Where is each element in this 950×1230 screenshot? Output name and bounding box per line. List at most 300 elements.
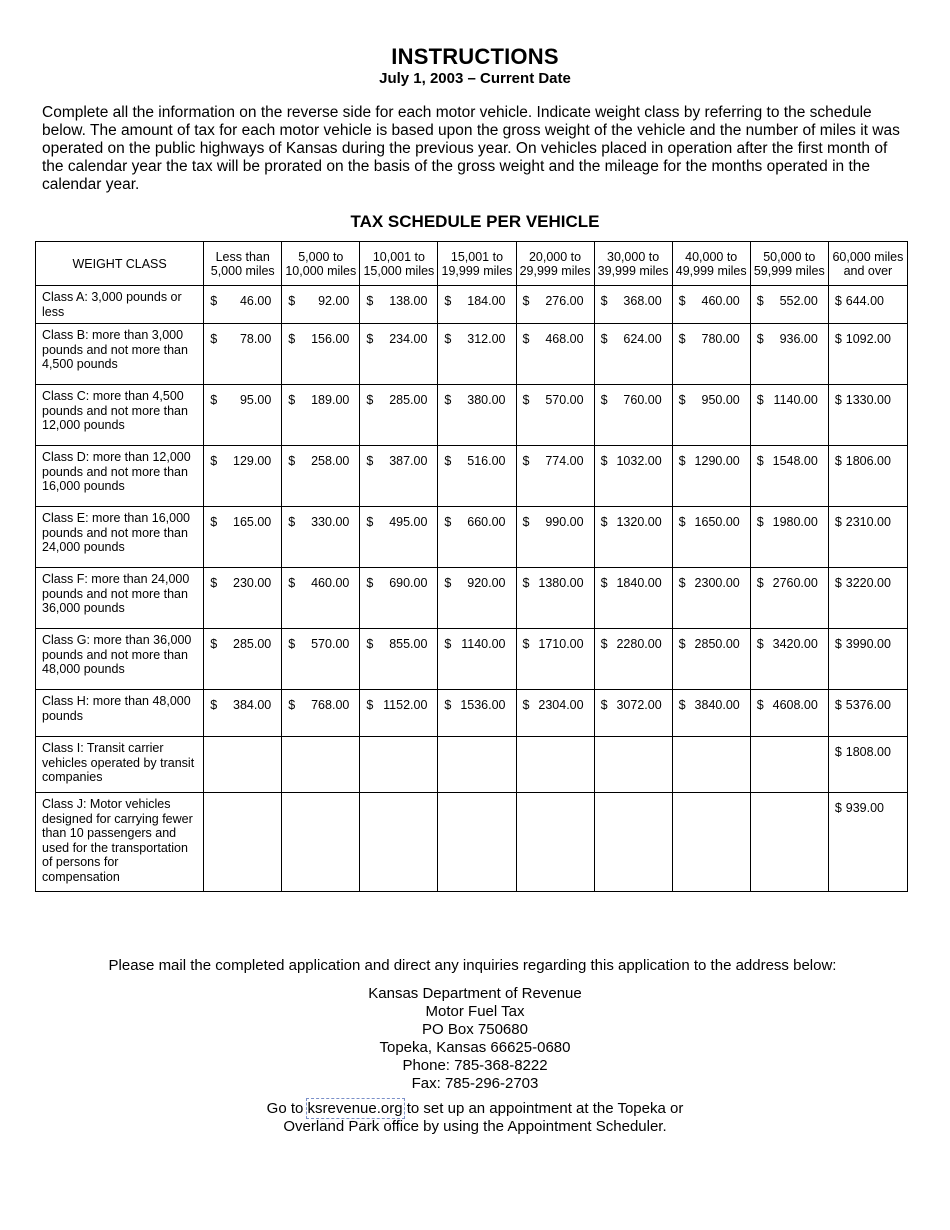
currency-symbol: $ [600, 454, 608, 468]
currency-symbol: $ [366, 698, 374, 712]
fax-number: Fax: 785-296-2703 [411, 1075, 539, 1092]
tax-amount: 644.00 [845, 294, 884, 308]
tax-amount-cell [828, 507, 907, 568]
tax-amount: 2310.00 [845, 515, 891, 529]
tax-amount: 276.00 [545, 294, 584, 308]
tax-amount-cell [672, 568, 750, 629]
address-line: PO Box 750680 [422, 1021, 528, 1038]
tax-amount: 2850.00 [694, 637, 740, 651]
tax-amount-cell [828, 737, 907, 793]
weight-class-label: Class B: more than 3,000 pounds and not more than 4,500 pounds [36, 324, 204, 385]
currency-symbol: $ [210, 637, 218, 651]
tax-amount: 3220.00 [845, 576, 891, 590]
tax-amount: 3840.00 [694, 698, 740, 712]
tax-amount-cell [594, 737, 672, 793]
mileage-header-line: 49,999 miles [675, 263, 747, 278]
tax-amount: 2280.00 [616, 637, 662, 651]
tax-amount-cell [438, 286, 516, 324]
tax-amount: 3420.00 [772, 637, 818, 651]
currency-symbol: $ [834, 698, 842, 712]
currency-symbol: $ [444, 332, 452, 346]
currency-symbol: $ [210, 454, 218, 468]
tax-amount-cell [516, 446, 594, 507]
currency-symbol: $ [834, 745, 842, 759]
tax-amount-cell [282, 690, 360, 737]
tax-schedule-table [35, 241, 908, 892]
tax-amount: 95.00 [239, 393, 272, 407]
tax-amount: 380.00 [467, 393, 506, 407]
table-row [36, 737, 908, 793]
page-subtitle: July 1, 2003 – Current Date [379, 70, 571, 87]
tax-amount-cell [438, 690, 516, 737]
tax-amount: 387.00 [389, 454, 428, 468]
tax-amount-cell [828, 286, 907, 324]
tax-amount-cell [672, 629, 750, 690]
tax-amount: 330.00 [311, 515, 350, 529]
weight-class-label: Class H: more than 48,000 pounds [36, 690, 204, 737]
tax-amount: 939.00 [845, 801, 884, 815]
currency-symbol: $ [366, 637, 374, 651]
tax-amount: 189.00 [311, 393, 350, 407]
tax-amount: 1092.00 [845, 332, 891, 346]
currency-symbol: $ [600, 515, 608, 529]
goto-prefix: Go to [266, 1100, 308, 1117]
tax-amount-cell [750, 286, 828, 324]
tax-amount-cell [438, 446, 516, 507]
tax-amount-cell [672, 737, 750, 793]
mileage-header-line: 15,001 to [450, 249, 504, 264]
tax-amount-cell [828, 690, 907, 737]
currency-symbol: $ [210, 294, 218, 308]
tax-amount: 1710.00 [538, 637, 584, 651]
mileage-header-line: 40,000 to [685, 249, 738, 264]
tax-amount-cell [516, 568, 594, 629]
mileage-header-line: 30,000 to [607, 249, 660, 264]
table-row [36, 286, 908, 324]
tax-amount-cell [516, 507, 594, 568]
weight-class-label: Class A: 3,000 pounds or less [36, 286, 204, 324]
tax-amount: 690.00 [389, 576, 428, 590]
weight-class-label: Class E: more than 16,000 pounds and not more than 24,000 pounds [36, 507, 204, 568]
tax-amount-cell [750, 793, 828, 892]
tax-amount-cell [516, 737, 594, 793]
tax-amount-cell [672, 324, 750, 385]
mileage-header-line: 29,999 miles [519, 263, 591, 278]
currency-symbol: $ [678, 393, 686, 407]
tax-amount-cell [204, 690, 282, 737]
tax-amount-cell [282, 507, 360, 568]
appointment-note [0, 1100, 950, 1136]
tax-amount-cell [438, 793, 516, 892]
mileage-header-line: 39,999 miles [597, 263, 669, 278]
tax-amount: 460.00 [701, 294, 740, 308]
currency-symbol: $ [600, 576, 608, 590]
currency-symbol: $ [834, 801, 842, 815]
currency-symbol: $ [834, 637, 842, 651]
mail-instructions: Please mail the completed application and direct any inquiries regarding this application to the address below: [108, 957, 837, 974]
tax-amount-cell [594, 385, 672, 446]
tax-amount-cell [204, 286, 282, 324]
currency-symbol: $ [210, 332, 218, 346]
currency-symbol: $ [600, 294, 608, 308]
mileage-header-line: 19,999 miles [441, 263, 513, 278]
currency-symbol: $ [522, 332, 530, 346]
address-line: Motor Fuel Tax [425, 1003, 525, 1020]
tax-amount: 936.00 [779, 332, 818, 346]
tax-amount: 570.00 [545, 393, 584, 407]
tax-amount: 1536.00 [460, 698, 506, 712]
currency-symbol: $ [444, 698, 452, 712]
tax-amount: 624.00 [623, 332, 662, 346]
tax-amount: 768.00 [311, 698, 350, 712]
tax-amount: 990.00 [545, 515, 584, 529]
mileage-column-header [516, 242, 594, 286]
tax-amount-cell [828, 324, 907, 385]
tax-amount-cell [282, 793, 360, 892]
tax-amount: 760.00 [623, 393, 662, 407]
currency-symbol: $ [600, 637, 608, 651]
mileage-header-line: 59,999 miles [753, 263, 825, 278]
intro-paragraph: Complete all the information on the reverse side for each motor vehicle. Indicate weight class by referring to the schedule below. The amount of tax for each motor vehicle is based upon the gross weight of the vehicle and the number of miles it was operated on the public highways of Kansas during the previous year. On vehicles placed in operation after the first month of the calendar year the tax will be prorated on the basis of the gross weight and the mileage for the months operated in the calendar year. [42, 104, 900, 193]
tax-amount-cell [204, 629, 282, 690]
tax-amount-cell [750, 568, 828, 629]
mileage-column-header [750, 242, 828, 286]
tax-amount-cell [672, 385, 750, 446]
tax-amount: 468.00 [545, 332, 584, 346]
tax-amount-cell [516, 793, 594, 892]
mileage-column-header [282, 242, 360, 286]
tax-amount-cell [516, 690, 594, 737]
tax-amount-cell [750, 629, 828, 690]
mileage-header-line: 60,000 miles [832, 249, 904, 264]
tax-amount: 285.00 [389, 393, 428, 407]
currency-symbol: $ [288, 576, 296, 590]
currency-symbol: $ [210, 698, 218, 712]
table-row [36, 385, 908, 446]
tax-amount-cell [360, 286, 438, 324]
tax-amount-cell [516, 629, 594, 690]
currency-symbol: $ [366, 576, 374, 590]
tax-amount-cell [828, 629, 907, 690]
currency-symbol: $ [678, 294, 686, 308]
currency-symbol: $ [522, 294, 530, 308]
currency-symbol: $ [834, 294, 842, 308]
currency-symbol: $ [522, 698, 530, 712]
currency-symbol: $ [444, 637, 452, 651]
currency-symbol: $ [288, 332, 296, 346]
tax-amount-cell [672, 793, 750, 892]
tax-amount: 46.00 [239, 294, 272, 308]
tax-amount: 2304.00 [538, 698, 584, 712]
mileage-header-line: 5,000 to [298, 249, 344, 264]
currency-symbol: $ [288, 454, 296, 468]
tax-amount: 1152.00 [383, 698, 428, 712]
tax-amount: 552.00 [779, 294, 818, 308]
tax-amount: 5376.00 [845, 698, 891, 712]
tax-amount-cell [282, 737, 360, 793]
tax-amount: 1140.00 [461, 637, 506, 651]
tax-amount: 495.00 [389, 515, 428, 529]
tax-amount-cell [750, 737, 828, 793]
goto-line-2: Overland Park office by using the Appointment Scheduler. [283, 1118, 667, 1135]
tax-amount: 1330.00 [845, 393, 891, 407]
tax-amount-cell [360, 324, 438, 385]
tax-amount-cell [360, 568, 438, 629]
tax-amount: 780.00 [701, 332, 740, 346]
table-header-row [36, 242, 908, 286]
currency-symbol: $ [678, 515, 686, 529]
currency-symbol: $ [834, 393, 842, 407]
currency-symbol: $ [288, 294, 296, 308]
tax-amount-cell [204, 568, 282, 629]
currency-symbol: $ [522, 454, 530, 468]
phone-number: Phone: 785-368-8222 [402, 1057, 548, 1074]
tax-amount-cell [282, 286, 360, 324]
schedule-title: TAX SCHEDULE PER VEHICLE [350, 212, 600, 231]
currency-symbol: $ [444, 393, 452, 407]
mailing-address [0, 985, 950, 1093]
tax-amount: 1806.00 [845, 454, 891, 468]
tax-amount-cell [594, 690, 672, 737]
tax-amount: 312.00 [467, 332, 506, 346]
mileage-column-header [594, 242, 672, 286]
table-row [36, 446, 908, 507]
tax-amount: 660.00 [467, 515, 506, 529]
currency-symbol: $ [522, 393, 530, 407]
tax-amount-cell [438, 507, 516, 568]
table-row [36, 324, 908, 385]
weight-class-label: Class G: more than 36,000 pounds and not more than 48,000 pounds [36, 629, 204, 690]
currency-symbol: $ [756, 637, 764, 651]
currency-symbol: $ [834, 454, 842, 468]
mileage-column-header [672, 242, 750, 286]
table-body [36, 286, 908, 892]
currency-symbol: $ [756, 393, 764, 407]
table-row [36, 629, 908, 690]
tax-amount: 1840.00 [616, 576, 662, 590]
weight-class-label: Class I: Transit carrier vehicles operated by transit companies [36, 737, 204, 793]
tax-amount-cell [282, 446, 360, 507]
tax-amount: 2760.00 [772, 576, 818, 590]
mileage-header-line: 15,000 miles [363, 263, 435, 278]
tax-amount-cell [594, 507, 672, 568]
tax-amount: 1320.00 [616, 515, 662, 529]
tax-amount-cell [672, 446, 750, 507]
mileage-column-header [360, 242, 438, 286]
tax-amount: 4608.00 [772, 698, 818, 712]
currency-symbol: $ [288, 515, 296, 529]
table-row [36, 568, 908, 629]
currency-symbol: $ [366, 454, 374, 468]
tax-amount-cell [828, 385, 907, 446]
currency-symbol: $ [834, 576, 842, 590]
tax-amount-cell [594, 793, 672, 892]
currency-symbol: $ [444, 515, 452, 529]
tax-amount: 1380.00 [538, 576, 584, 590]
weight-class-label: Class F: more than 24,000 pounds and not more than 36,000 pounds [36, 568, 204, 629]
tax-amount-cell [516, 385, 594, 446]
currency-symbol: $ [522, 637, 530, 651]
mileage-column-header [828, 242, 907, 286]
tax-amount: 1548.00 [772, 454, 818, 468]
tax-amount-cell [204, 446, 282, 507]
weight-class-label: Class J: Motor vehicles designed for carrying fewer than 10 passengers and used for the transportation of persons for compensation [36, 793, 204, 892]
tax-amount: 1290.00 [694, 454, 740, 468]
tax-amount: 184.00 [467, 294, 506, 308]
tax-amount-cell [750, 690, 828, 737]
mileage-header-line: and over [843, 263, 893, 278]
mileage-column-header [204, 242, 282, 286]
tax-amount-cell [672, 690, 750, 737]
currency-symbol: $ [600, 393, 608, 407]
tax-amount: 138.00 [389, 294, 428, 308]
tax-amount: 855.00 [389, 637, 428, 651]
currency-symbol: $ [756, 294, 764, 308]
tax-amount-cell [360, 793, 438, 892]
mileage-column-header [438, 242, 516, 286]
tax-amount-cell [360, 446, 438, 507]
tax-amount-cell [438, 385, 516, 446]
tax-amount-cell [594, 568, 672, 629]
currency-symbol: $ [756, 332, 764, 346]
tax-amount: 234.00 [389, 332, 428, 346]
currency-symbol: $ [444, 454, 452, 468]
currency-symbol: $ [366, 393, 374, 407]
currency-symbol: $ [600, 332, 608, 346]
tax-amount: 285.00 [233, 637, 272, 651]
tax-amount-cell [282, 568, 360, 629]
tax-amount-cell [516, 324, 594, 385]
tax-amount: 156.00 [311, 332, 350, 346]
tax-amount-cell [594, 324, 672, 385]
tax-amount-cell [204, 793, 282, 892]
tax-amount-cell [828, 446, 907, 507]
currency-symbol: $ [444, 294, 452, 308]
tax-amount: 920.00 [467, 576, 506, 590]
tax-amount: 950.00 [701, 393, 740, 407]
tax-amount: 258.00 [311, 454, 350, 468]
currency-symbol: $ [522, 515, 530, 529]
tax-amount-cell [360, 737, 438, 793]
mileage-header-line: 10,000 miles [285, 263, 357, 278]
tax-amount-cell [282, 629, 360, 690]
mileage-header-line: 50,000 to [763, 249, 816, 264]
tax-amount-cell [750, 385, 828, 446]
tax-amount-cell [282, 385, 360, 446]
tax-amount: 570.00 [311, 637, 350, 651]
currency-symbol: $ [288, 637, 296, 651]
tax-amount-cell [438, 737, 516, 793]
tax-amount: 129.00 [233, 454, 272, 468]
currency-symbol: $ [834, 515, 842, 529]
address-line: Kansas Department of Revenue [368, 985, 582, 1002]
tax-amount: 230.00 [233, 576, 272, 590]
tax-amount: 1032.00 [616, 454, 662, 468]
currency-symbol: $ [756, 576, 764, 590]
tax-amount-cell [828, 568, 907, 629]
currency-symbol: $ [678, 637, 686, 651]
currency-symbol: $ [210, 393, 218, 407]
table-row [36, 793, 908, 892]
weight-class-header: WEIGHT CLASS [36, 242, 204, 286]
currency-symbol: $ [366, 515, 374, 529]
tax-amount-cell [204, 324, 282, 385]
table-row [36, 507, 908, 568]
tax-amount-cell [438, 324, 516, 385]
tax-amount-cell [438, 629, 516, 690]
tax-amount-cell [204, 385, 282, 446]
tax-amount-cell [282, 324, 360, 385]
tax-amount: 3072.00 [616, 698, 662, 712]
currency-symbol: $ [210, 515, 218, 529]
ksrevenue-link[interactable]: ksrevenue.org [307, 1100, 403, 1117]
tax-amount-cell [750, 507, 828, 568]
tax-amount-cell [360, 385, 438, 446]
mileage-header-line: 10,001 to [372, 249, 425, 264]
goto-suffix: to set up an appointment at the Topeka or [402, 1100, 684, 1117]
currency-symbol: $ [366, 294, 374, 308]
currency-symbol: $ [678, 698, 686, 712]
currency-symbol: $ [210, 576, 218, 590]
tax-amount-cell [594, 286, 672, 324]
table-row [36, 690, 908, 737]
tax-amount-cell [750, 446, 828, 507]
tax-amount-cell [828, 793, 907, 892]
mileage-header-line: 5,000 miles [210, 263, 275, 278]
currency-symbol: $ [834, 332, 842, 346]
tax-amount-cell [360, 690, 438, 737]
tax-amount-cell [516, 286, 594, 324]
tax-amount-cell [438, 568, 516, 629]
tax-amount: 774.00 [545, 454, 584, 468]
tax-amount: 2300.00 [694, 576, 740, 590]
tax-amount-cell [672, 286, 750, 324]
currency-symbol: $ [678, 576, 686, 590]
currency-symbol: $ [288, 393, 296, 407]
currency-symbol: $ [756, 454, 764, 468]
mileage-header-line: Less than [215, 249, 270, 264]
currency-symbol: $ [522, 576, 530, 590]
tax-amount: 1980.00 [772, 515, 818, 529]
tax-amount: 516.00 [467, 454, 506, 468]
currency-symbol: $ [288, 698, 296, 712]
tax-amount: 78.00 [239, 332, 272, 346]
currency-symbol: $ [600, 698, 608, 712]
tax-amount-cell [672, 507, 750, 568]
tax-amount: 368.00 [623, 294, 662, 308]
tax-amount: 165.00 [233, 515, 272, 529]
mileage-header-line: 20,000 to [528, 249, 582, 264]
tax-amount: 384.00 [233, 698, 272, 712]
currency-symbol: $ [444, 576, 452, 590]
tax-amount-cell [360, 629, 438, 690]
tax-amount-cell [750, 324, 828, 385]
tax-amount: 1808.00 [845, 745, 891, 759]
currency-symbol: $ [678, 332, 686, 346]
address-line: Topeka, Kansas 66625-0680 [379, 1039, 571, 1056]
tax-amount-cell [360, 507, 438, 568]
currency-symbol: $ [756, 698, 764, 712]
tax-amount-cell [204, 737, 282, 793]
weight-class-label: Class D: more than 12,000 pounds and not more than 16,000 pounds [36, 446, 204, 507]
currency-symbol: $ [678, 454, 686, 468]
tax-amount: 92.00 [318, 294, 350, 308]
tax-amount-cell [594, 629, 672, 690]
currency-symbol: $ [756, 515, 764, 529]
tax-amount: 3990.00 [845, 637, 891, 651]
weight-class-label: Class C: more than 4,500 pounds and not more than 12,000 pounds [36, 385, 204, 446]
tax-amount: 1140.00 [773, 393, 818, 407]
